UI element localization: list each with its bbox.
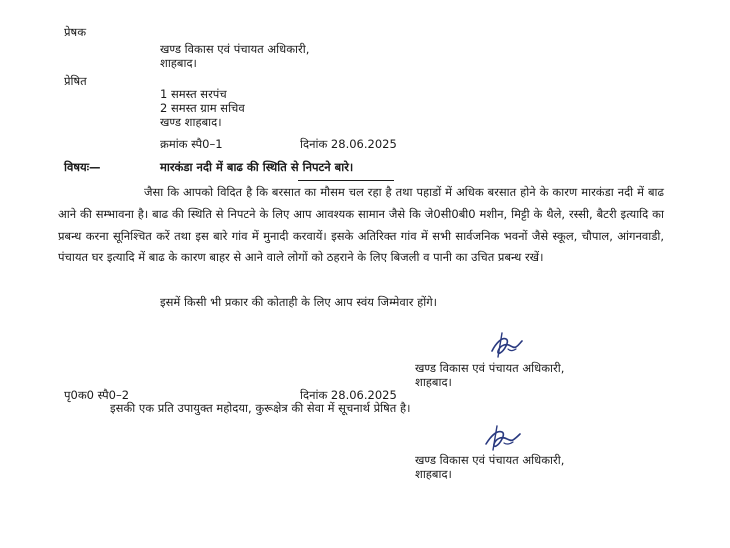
endorsement-date: दिनांक 28.06.2025 [300, 388, 397, 402]
reference-date: दिनांक 28.06.2025 [300, 137, 397, 151]
subject-underline [298, 180, 394, 181]
recipient-line-2: 2 समस्त ग्राम सचिव [160, 101, 245, 115]
recipient-label: प्रेषित [64, 74, 87, 88]
recipient-line-1: 1 समस्त सरपंच [160, 87, 227, 101]
signature-1-place: शाहबाद। [415, 375, 452, 389]
body-paragraph-1 [58, 182, 664, 269]
subject-label: विषयः— [64, 160, 101, 174]
recipient-line-3: खण्ड शाहबाद। [160, 115, 222, 129]
subject-text: मारकंडा नदी में बाढ की स्थिति से निपटने बारे। [160, 160, 354, 174]
endorsement-text: इसकी एक प्रति उपायुक्त महोदया, कुरूक्षेत्र की सेवा में सूचनार्थ प्रेषित है। [110, 401, 411, 415]
signature-1-title: खण्ड विकास एवं पंचायत अधिकारी, [415, 361, 565, 375]
sender-place: शाहबाद। [160, 56, 197, 70]
endorsement-number: पृ0क0 स्पै0–2 [64, 388, 130, 402]
signature-2-graphic [482, 422, 524, 454]
signature-2-title: खण्ड विकास एवं पंचायत अधिकारी, [415, 453, 565, 467]
signature-2-place: शाहबाद। [415, 467, 452, 481]
signature-1-graphic [486, 329, 526, 361]
sender-title: खण्ड विकास एवं पंचायत अधिकारी, [160, 42, 310, 56]
reference-number: क्रमांक स्पै0–1 [160, 137, 223, 151]
body-paragraph-1-text: जैसा कि आपको विदित है कि बरसात का मौसम चल रहा है तथा पहाडों में अधिक बरसात होने के कारण मारकंडा नदी में बाढ आने की सम्भावना है। बाढ की स्थिति से निपटने के लिए आप आवश्यक सामान जैसे कि जे0सी0बी0 मशीन, मिट्टी के थैले, रस्सी, बैटरी इत्यादि का प्रबन्ध करना सूनिश्चित करें तथा इस बारे गांव में मुनादी करवायें। इसके अतिरिक्त गांव में सभी सार्वजनिक भवनों जैसे स्कूल, चौपाल, आंगनवाडी, पंचायत घर इत्यादि में बाढ के कारण बाहर से आने वाले लोगों को ठहराने के लिए बिजली व पानी का उचित प्रबन्ध रखें। [58, 185, 664, 265]
body-paragraph-2: इसमें किसी भी प्रकार की कोताही के लिए आप स्वंय जिम्मेवार होंगे। [160, 295, 438, 309]
sender-label: प्रेषक [64, 25, 87, 39]
